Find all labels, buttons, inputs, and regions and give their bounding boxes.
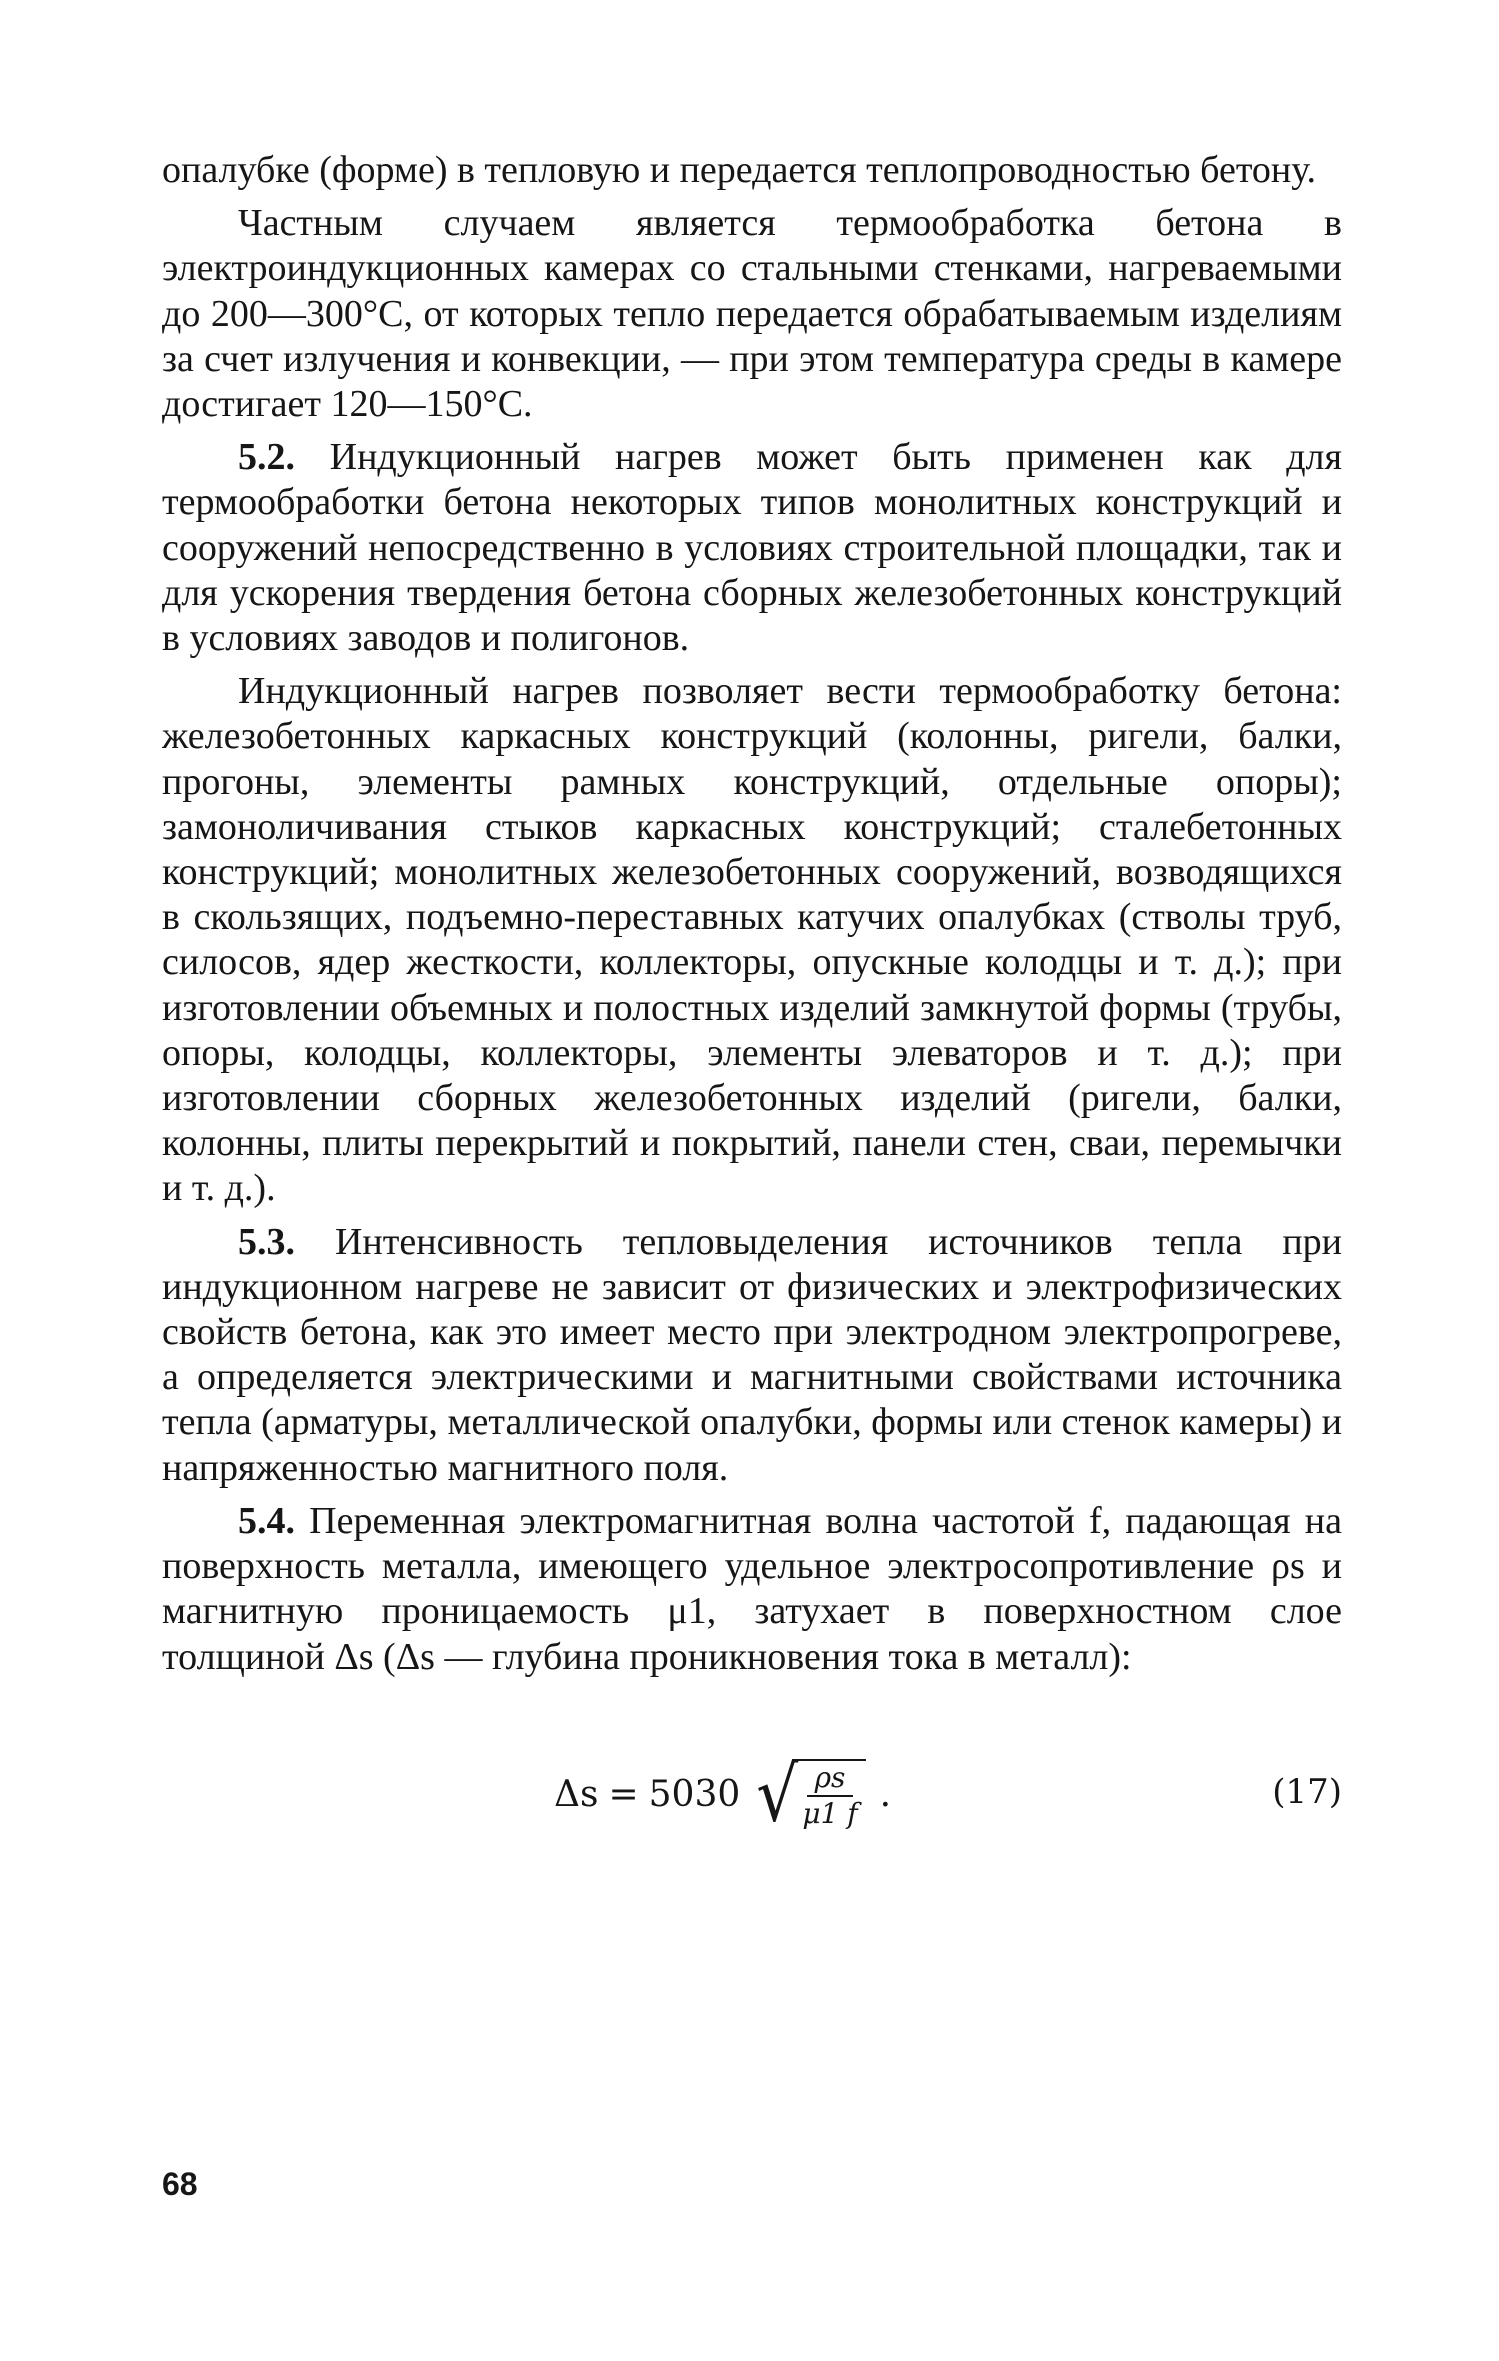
formula-equals: = (608, 1774, 639, 1816)
paragraph (162, 201, 1342, 427)
formula-coefficient: 5030 (648, 1774, 741, 1816)
formula-radicand (792, 1759, 865, 1831)
document-page (162, 148, 1342, 2268)
formula-expression (554, 1750, 891, 1840)
paragraph-text: опалубке (форме) в тепловую и передается теплопроводностью бетону. (162, 149, 1316, 191)
formula-17 (162, 1738, 1342, 1858)
formula-numerator: ρs (807, 1763, 854, 1797)
paragraph-text: Интенсивность тепловыделения источников тепла при индукционном нагреве не зависит от физических и электрофизических свойств бетона, как это имеет место при электродном электропрогреве, а определяется электрическими и магнитными свойствами источника тепла (арматуры, металлической опалубки, формы или стенок камеры) и напряженностью магнитного поля. (162, 1220, 1343, 1489)
section-number: 5.2. (238, 436, 295, 479)
section-5-3 (162, 1220, 1342, 1491)
equation-number: (17) (1272, 1771, 1342, 1812)
section-5-4 (162, 1499, 1342, 1680)
paragraph-text: Частным случаем является термообработка бетона в электроиндукционных камерах со стальными стенками, нагреваемыми до 200—300°С, от которых тепло передается обрабатываемым изделиям за счет излучения и конвекции, — при этом температура среды в камере достигает 120—150°С. (162, 202, 1342, 426)
paragraph-text: Индукционный нагрев может быть применен как для термообработки бетона некоторых типов монолитных конструкций и сооружений непосредственно в условиях строительной площадки, так и для ускорения твердения бетона сборных железобетонных конструкций в условиях заводов и полигонов. (162, 436, 1342, 660)
square-root-icon: √ (756, 1749, 799, 1839)
section-number: 5.3. (238, 1220, 295, 1263)
paragraph-text: Переменная электромагнитная волна частотой f, падающая на поверхность металла, имеющего удельное электросопротивление ρs и магнитную проницаемость μ1, затухает в поверхностном слое толщиной Δs (Δs — глубина проникновения тока в металл): (162, 1499, 1342, 1678)
formula-lhs: Δs (554, 1774, 599, 1816)
page-number: 68 (162, 2166, 198, 2202)
section-5-2 (162, 435, 1342, 661)
formula-trailing-dot: . (879, 1774, 892, 1816)
section-number: 5.4. (238, 1499, 295, 1542)
paragraph (162, 669, 1342, 1211)
paragraph-continuation (162, 148, 1342, 193)
paragraph-text: Индукционный нагрев позволяет вести термообработку бетона: железобетонных каркасных конструкций (колонны, ригели, балки, прогоны, элементы рамных конструкций, отдельные опоры); замоноличивания стыков каркасных конструкций; сталебетонных конструкций; монолитных железобетонных сооружений, возводящихся в скользящих, подъемно-переставных катучих опалубках (стволы труб, силосов, ядер жесткости, коллекторы, опускные колодцы и т. д.); при изготовлении объемных и полостных изделий замкнутой формы (трубы, опоры, колодцы, коллекторы, элементы элеваторов и т. д.); при изготовлении сборных железобетонных изделий (ригели, балки, колонны, плиты перекрытий и покрытий, панели стен, сваи, перемычки и т. д.). (162, 670, 1342, 1210)
formula-denominator: μ1 f (802, 1796, 858, 1830)
